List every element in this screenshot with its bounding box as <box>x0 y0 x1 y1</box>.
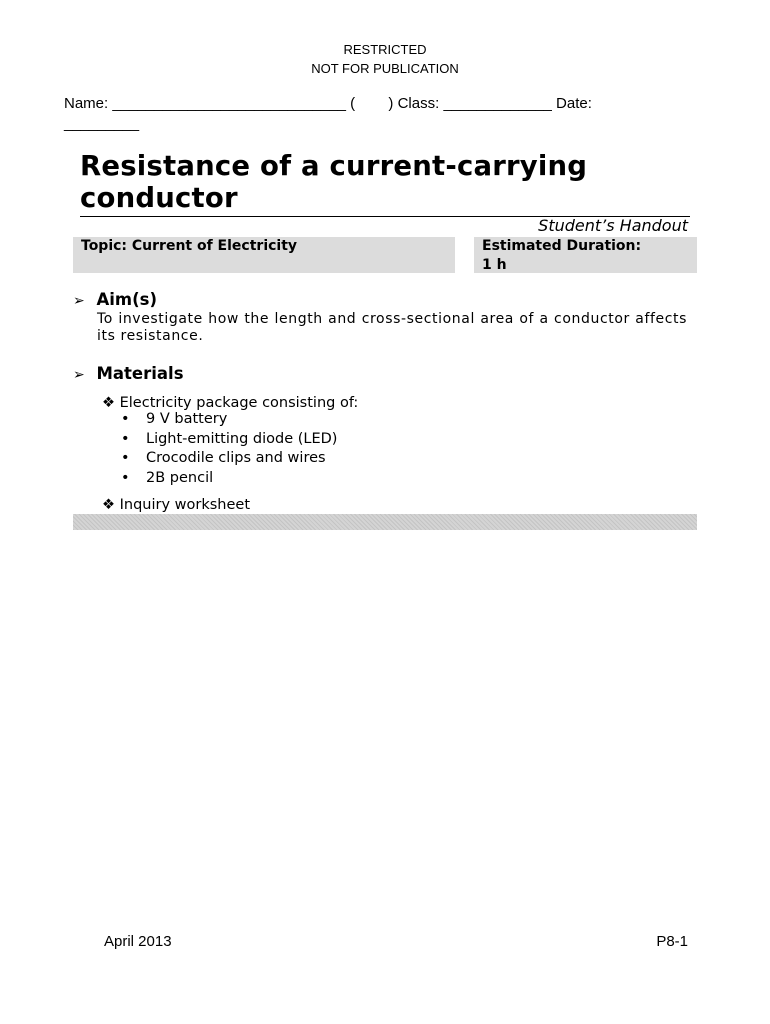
date-blank-continuation: _________ <box>64 115 140 132</box>
page-title: Resistance of a current-carrying conductor <box>80 150 588 214</box>
diamond-bullet-icon: ❖ <box>102 395 115 411</box>
topic-label: Topic: Current of Electricity <box>81 238 298 254</box>
bullet-icon: • <box>121 411 130 427</box>
worksheet-label: Inquiry worksheet <box>119 497 251 513</box>
list-item: • 9 V battery <box>121 410 337 430</box>
aims-text: To investigate how the length and cross-sectional area of a conductor affects its resistance. <box>97 311 687 344</box>
bullet-icon: • <box>121 469 130 486</box>
footer-date: April 2013 <box>104 933 172 950</box>
worksheet-line <box>102 496 250 516</box>
footer-page-number: P8-1 <box>656 933 688 950</box>
list-item: • Crocodile clips and wires <box>121 449 337 469</box>
duration-value: 1 h <box>482 257 507 273</box>
diamond-bullet-icon: ❖ <box>102 497 115 513</box>
topic-box <box>73 237 455 273</box>
handout-subtitle: Student’s Handout <box>538 216 688 235</box>
aims-heading-text: Aim(s) <box>96 290 158 309</box>
aims-heading <box>73 290 157 309</box>
hatched-divider-bar <box>73 514 697 530</box>
materials-heading-text: Materials <box>96 364 184 383</box>
package-label: Electricity package consisting of: <box>119 395 359 411</box>
arrow-bullet-icon: ➢ <box>73 293 85 309</box>
bullet-icon: • <box>121 450 130 466</box>
restricted-label: RESTRICTED <box>343 42 427 57</box>
arrow-bullet-icon: ➢ <box>73 367 85 383</box>
bullet-icon: • <box>121 430 130 447</box>
duration-label: Estimated Duration: <box>482 238 642 254</box>
list-item: • 2B pencil <box>121 469 337 489</box>
not-for-publication-label: NOT FOR PUBLICATION <box>311 61 459 76</box>
duration-box <box>474 237 697 273</box>
materials-heading <box>73 364 184 383</box>
materials-list <box>121 410 337 488</box>
list-item: • Light-emitting diode (LED) <box>121 430 337 450</box>
student-details-line: Name: ____________________________ ( ) Class: _____________ Date: <box>64 95 592 112</box>
